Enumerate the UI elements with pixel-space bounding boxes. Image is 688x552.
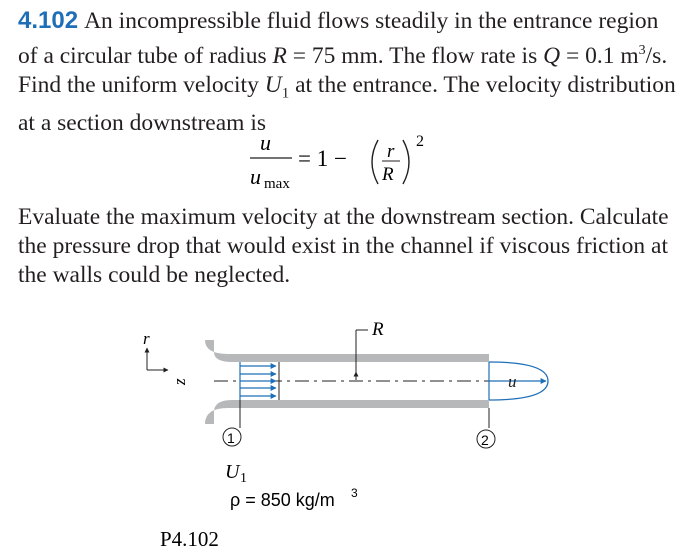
section-1-label: 1 bbox=[227, 430, 235, 446]
eq-inner-denominator: R bbox=[382, 164, 394, 185]
var-R: R bbox=[272, 42, 287, 69]
density-label: ρ = 850 kg/m bbox=[230, 490, 335, 510]
velocity-profile-equation bbox=[248, 128, 448, 196]
eq-denominator-sub: max bbox=[264, 176, 290, 192]
r-axis-label: r bbox=[143, 329, 150, 348]
inlet-velocity-label: U bbox=[225, 461, 240, 483]
problem-paragraph-1 bbox=[18, 6, 676, 138]
radius-label: R bbox=[372, 319, 384, 340]
text-part: = 0.1 m bbox=[560, 42, 639, 69]
text-part: at the entrance. The velocity distribution at a section downstream is bbox=[18, 71, 676, 136]
eq-denominator: u bbox=[250, 164, 261, 189]
problem-statement bbox=[18, 6, 676, 138]
eq-rhs: = 1 − bbox=[298, 146, 347, 171]
problem-number: 4.102 bbox=[18, 7, 79, 34]
eq-exponent: 2 bbox=[416, 133, 424, 150]
var-Q: Q bbox=[543, 42, 561, 69]
radius-dimension bbox=[356, 319, 384, 380]
eq-inner-numerator: r bbox=[387, 141, 395, 162]
eq-right-paren bbox=[403, 140, 409, 184]
density-exponent: 3 bbox=[351, 486, 358, 500]
problem-paragraph-2: Evaluate the maximum velocity at the downstream section. Calculate the pressure drop that would exist in the channel if viscous friction at the walls could be neglected. bbox=[18, 204, 669, 288]
var-U: U bbox=[264, 71, 282, 98]
lower-wall bbox=[205, 400, 489, 424]
figure-caption: P4.102 bbox=[160, 527, 219, 551]
z-axis-label: z bbox=[170, 378, 189, 385]
text-part: /s. Find the uniform velocity bbox=[18, 42, 668, 98]
uniform-velocity-arrows bbox=[240, 362, 279, 400]
parabolic-velocity-profile bbox=[489, 362, 548, 400]
coordinate-axes bbox=[143, 329, 189, 386]
inlet-velocity-sub: 1 bbox=[240, 471, 247, 486]
subscript: 1 bbox=[281, 85, 290, 102]
text-part: An incompressible fluid flows steadily in the entrance region of a circular tube of radius bbox=[18, 8, 659, 69]
tube-walls bbox=[205, 340, 489, 424]
superscript: 3 bbox=[638, 43, 646, 58]
tube-figure bbox=[0, 300, 688, 552]
section-2-label: 2 bbox=[481, 432, 489, 448]
problem-statement-2 bbox=[18, 203, 676, 290]
profile-label: u bbox=[508, 372, 517, 391]
upper-wall bbox=[205, 340, 489, 362]
eq-left-paren bbox=[372, 140, 378, 184]
eq-numerator: u bbox=[260, 130, 271, 155]
text-part: = 75 mm. The flow rate is bbox=[286, 42, 544, 69]
